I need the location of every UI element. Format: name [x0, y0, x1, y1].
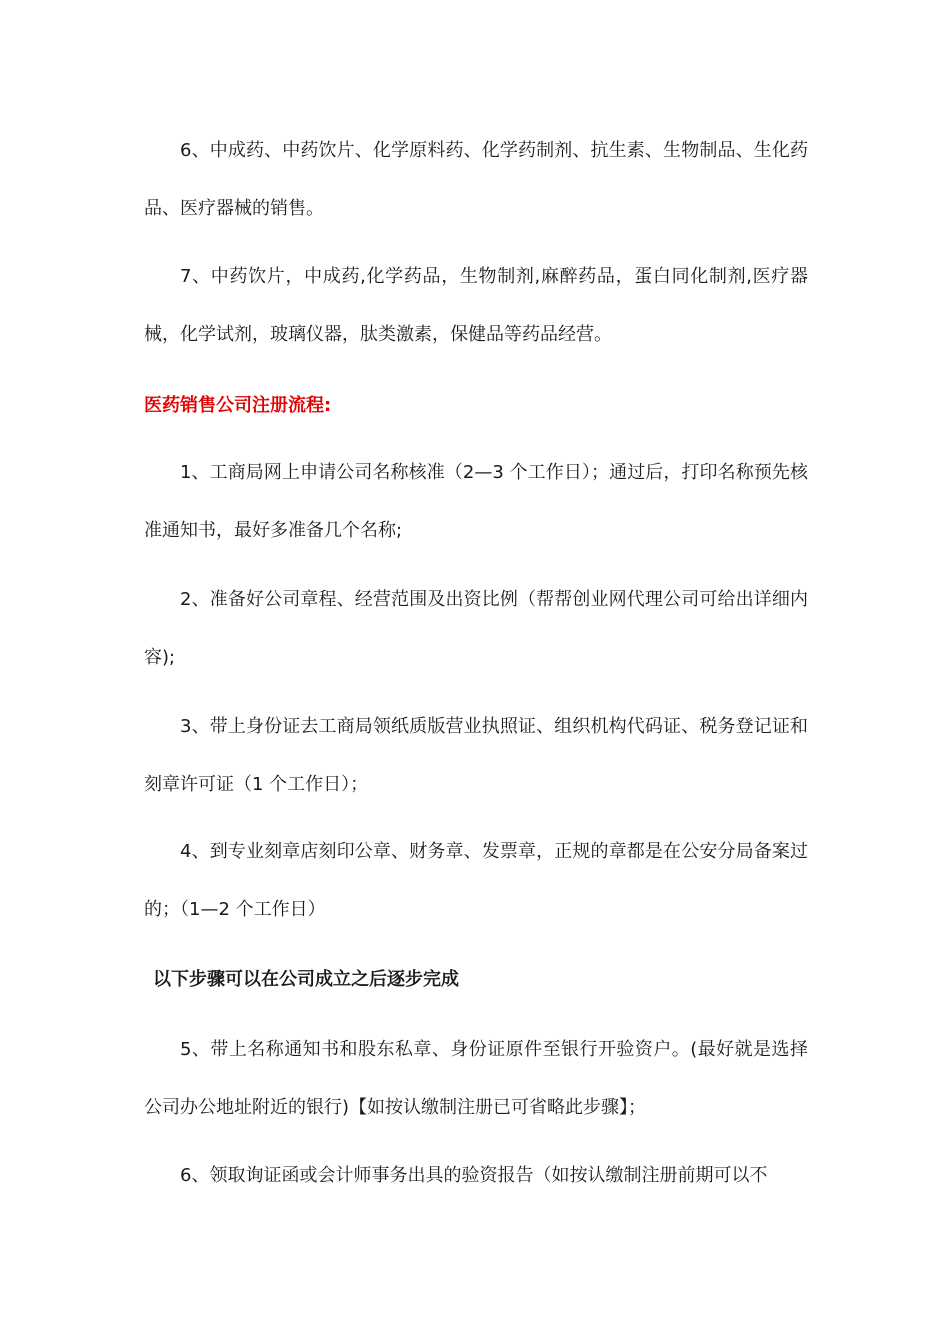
paragraph-scope-7: 7、中药饮片，中成药,化学药品，生物制剂,麻醉药品，蛋白同化制剂,医疗器械，化学试剂，玻璃仪器，肽类激素，保健品等药品经营。 — [144, 266, 808, 345]
step-5: 5、带上名称通知书和股东私章、身份证原件至银行开验资户。(最好就是选择公司办公地址附近的银行)【如按认缴制注册已可省略此步骤】； — [144, 1039, 808, 1118]
paragraph-scope-6: 6、中成药、中药饮片、化学原料药、化学药制剂、抗生素、生物制品、生化药品、医疗器械的销售。 — [144, 140, 808, 219]
section-heading: 医药销售公司注册流程: — [144, 395, 332, 416]
step-4: 4、到专业刻章店刻印公章、财务章、发票章，正规的章都是在公安分局备案过的；（1—2 个工作日） — [144, 841, 808, 920]
step-6: 6、领取询证函或会计师事务出具的验资报告（如按认缴制注册前期可以不 — [180, 1165, 768, 1186]
sub-heading: 以下步骤可以在公司成立之后逐步完成 — [153, 969, 459, 990]
step-3: 3、带上身份证去工商局领纸质版营业执照证、组织机构代码证、税务登记证和刻章许可证（1 个工作日）； — [144, 716, 808, 795]
step-2: 2、准备好公司章程、经营范围及出资比例（帮帮创业网代理公司可给出详细内容); — [144, 589, 808, 668]
step-1: 1、工商局网上申请公司名称核准（2—3 个工作日）；通过后，打印名称预先核准通知书，最好多准备几个名称; — [144, 462, 808, 541]
